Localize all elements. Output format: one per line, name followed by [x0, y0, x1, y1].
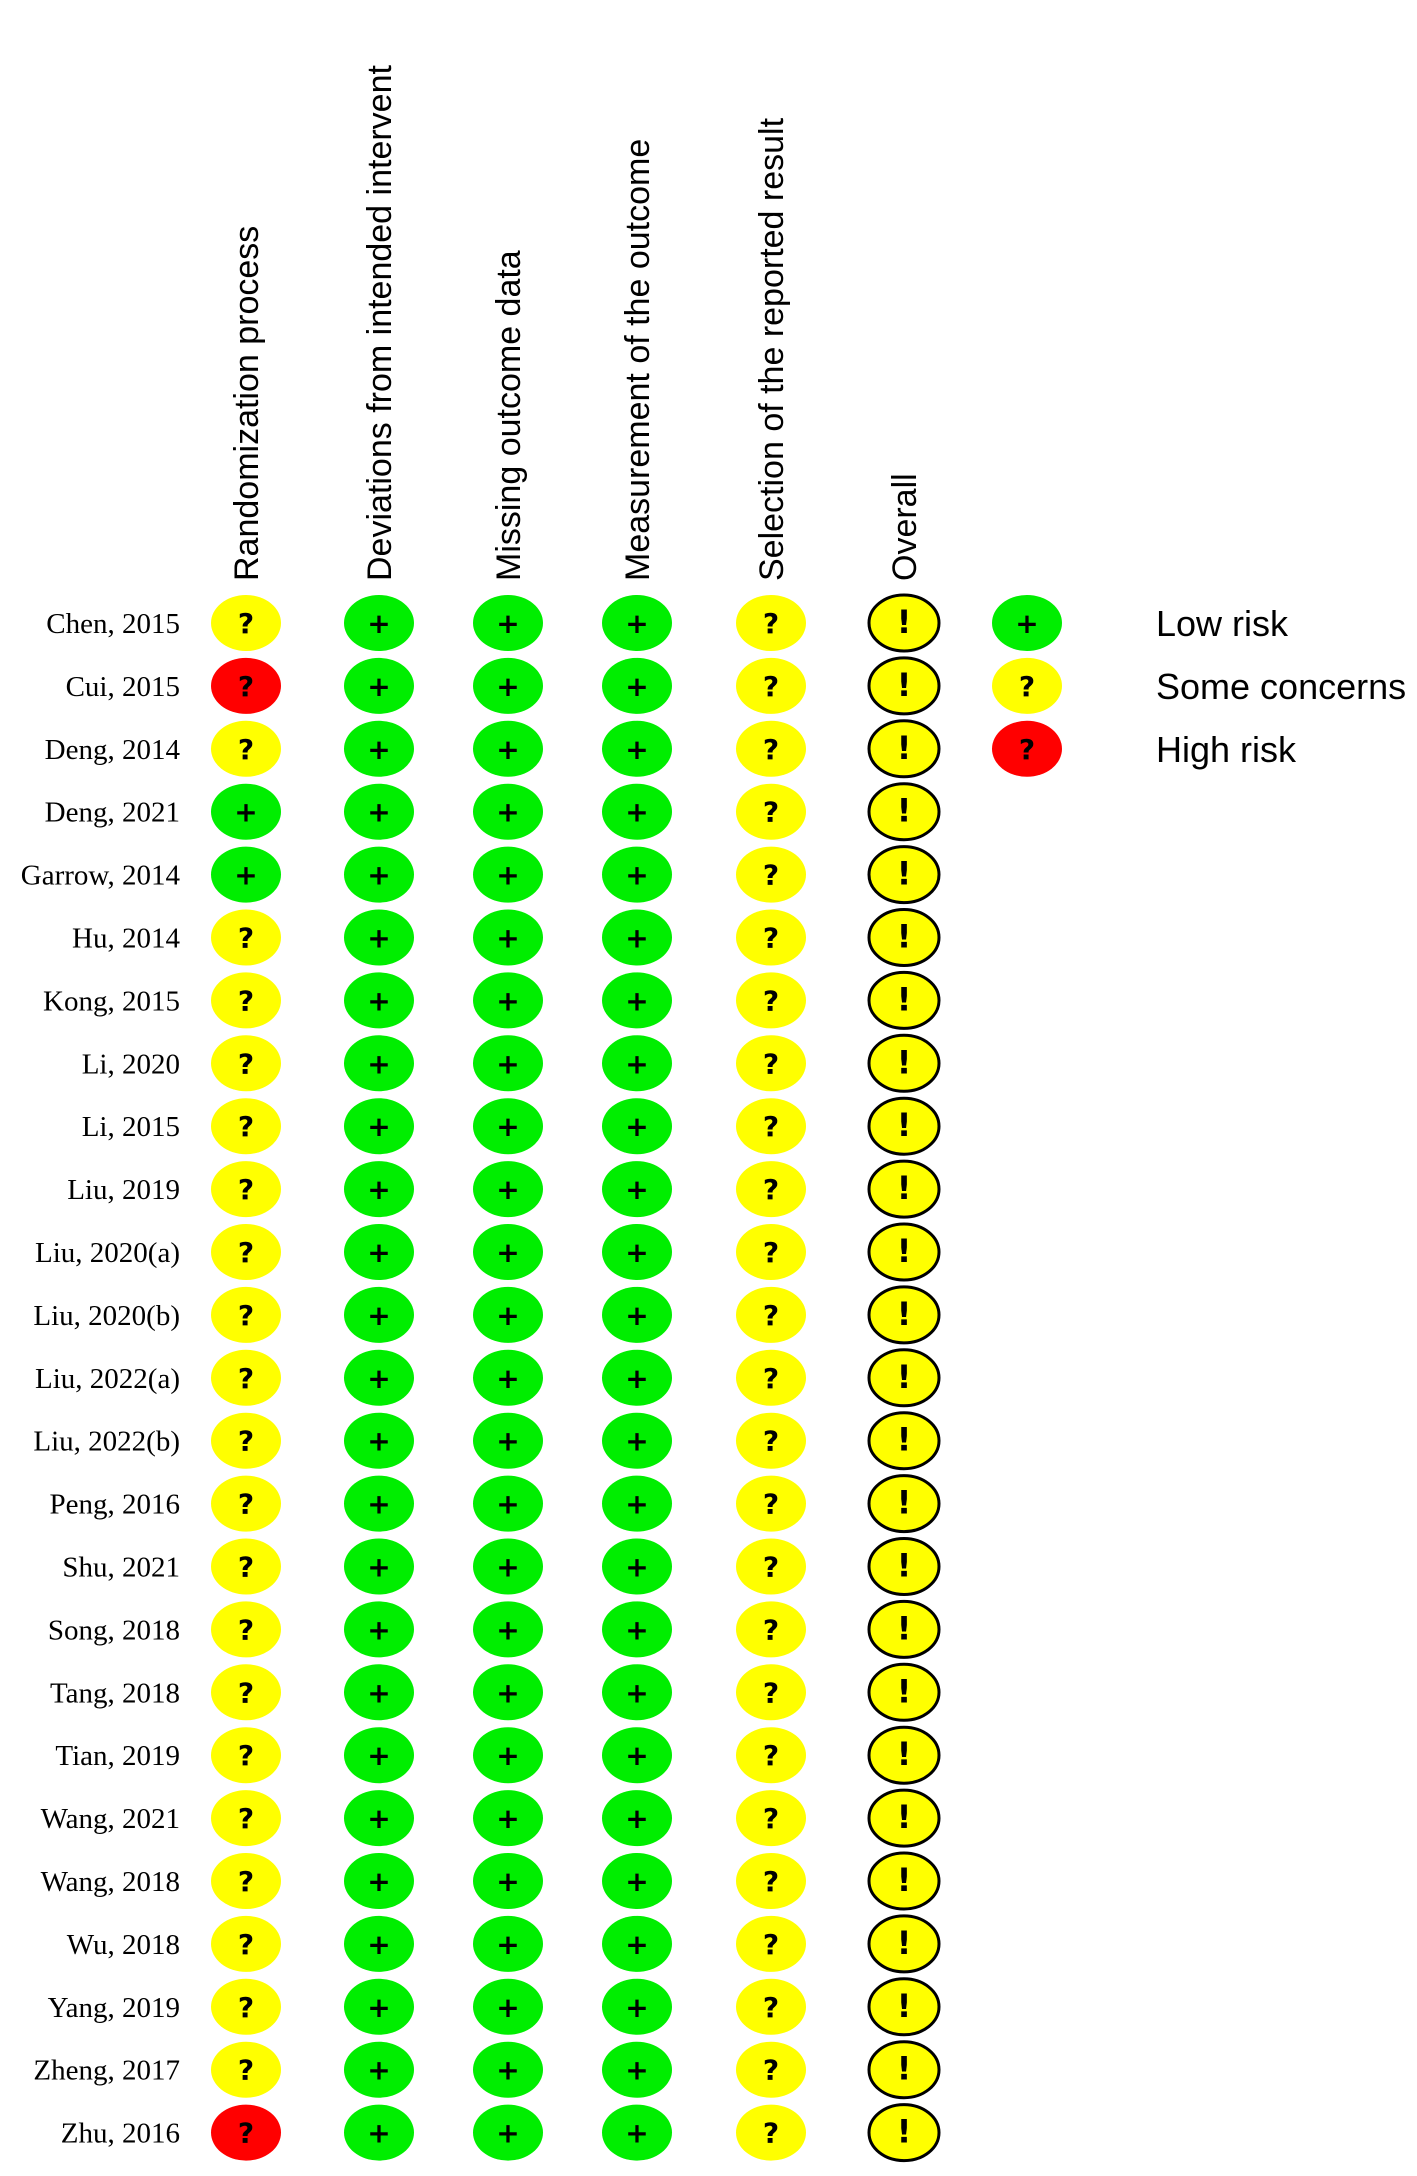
judgement-mark-symbol: + — [367, 1361, 391, 1395]
judgement-mark-symbol: ! — [896, 1609, 912, 1648]
judgement-mark-symbol: + — [625, 795, 649, 829]
judgement-mark-symbol: + — [625, 607, 649, 640]
judgement-mark-symbol: ? — [237, 732, 255, 766]
judgement-mark-symbol: ! — [896, 1861, 912, 1899]
study-label: Liu, 2022(b) — [33, 1425, 180, 1458]
judgement-mark-symbol: + — [367, 1047, 391, 1081]
judgement-mark-symbol: + — [625, 732, 649, 766]
judgement-mark-symbol: ! — [896, 1798, 912, 1837]
judgement-mark-symbol: + — [496, 1047, 520, 1081]
judgement-mark-symbol: ! — [896, 2049, 912, 2088]
judgement-mark-symbol: ! — [896, 603, 912, 641]
judgement-mark-symbol: + — [367, 858, 391, 892]
judgement-mark-symbol: + — [496, 732, 520, 766]
judgement-mark-symbol: ? — [237, 1865, 255, 1898]
judgement-mark-symbol: ? — [237, 1110, 255, 1144]
judgement-mark-symbol: + — [367, 1613, 391, 1647]
judgement-mark-symbol: ? — [237, 1927, 255, 1961]
judgement-mark-symbol: ! — [896, 2112, 912, 2151]
study-label: Liu, 2020(b) — [33, 1299, 180, 1332]
study-label: Tang, 2018 — [49, 1677, 180, 1710]
judgement-mark-symbol: ? — [762, 1424, 780, 1458]
legend-mark-low-symbol: + — [1015, 607, 1039, 640]
judgement-mark-symbol: ! — [896, 1672, 912, 1711]
judgement-mark-symbol: ? — [762, 984, 780, 1018]
judgement-mark-symbol: ? — [237, 1990, 255, 2024]
judgement-mark-symbol: + — [625, 1550, 649, 1584]
judgement-mark-symbol: ! — [896, 1357, 912, 1396]
judgement-mark-symbol: ! — [896, 665, 912, 704]
judgement-mark-symbol: + — [496, 1739, 520, 1773]
judgement-mark-symbol: + — [367, 1739, 391, 1773]
study-label: Liu, 2022(a) — [35, 1362, 180, 1395]
judgement-mark-symbol: + — [625, 1110, 649, 1144]
domain-header: Deviations from intended intervent — [361, 65, 399, 581]
judgement-mark-symbol: + — [367, 2116, 391, 2150]
judgement-mark-symbol: ? — [762, 2116, 780, 2150]
judgement-mark-symbol: ? — [237, 607, 255, 640]
judgement-mark-symbol: + — [496, 1298, 520, 1332]
judgement-mark-symbol: ? — [762, 669, 780, 703]
study-label: Zheng, 2017 — [33, 2054, 180, 2087]
judgement-mark-symbol: ? — [237, 2053, 255, 2087]
judgement-mark-symbol: + — [496, 1173, 520, 1207]
judgement-mark-symbol: ! — [896, 1043, 912, 1082]
judgement-mark-symbol: + — [625, 1487, 649, 1521]
study-label: Li, 2020 — [81, 1048, 180, 1081]
judgement-mark-symbol: ? — [762, 1298, 780, 1332]
study-label: Chen, 2015 — [46, 608, 180, 640]
study-label: Shu, 2021 — [62, 1551, 180, 1584]
legend-mark-some-symbol: ? — [1018, 669, 1036, 703]
judgement-mark-symbol: + — [367, 984, 391, 1018]
study-label: Garrow, 2014 — [20, 859, 180, 892]
study-label: Yang, 2019 — [47, 1991, 180, 2024]
judgement-mark-symbol: ? — [237, 1802, 255, 1836]
judgement-mark-symbol: ? — [237, 1487, 255, 1521]
judgement-mark-symbol: ? — [762, 1487, 780, 1521]
judgement-mark-symbol: ! — [896, 728, 912, 767]
domain-header: Selection of the reported result — [753, 117, 791, 581]
judgement-mark-symbol: ? — [762, 795, 780, 829]
judgement-mark-symbol: ! — [896, 1169, 912, 1208]
judgement-mark-symbol: + — [496, 795, 520, 829]
judgement-mark-symbol: ! — [896, 1986, 912, 2025]
judgement-mark-symbol: + — [496, 1927, 520, 1961]
judgement-mark-symbol: ? — [762, 1550, 780, 1584]
judgement-mark-symbol: + — [496, 1487, 520, 1521]
judgement-mark-symbol: ? — [762, 1613, 780, 1647]
judgement-mark-symbol: ? — [237, 1236, 255, 1269]
judgement-mark-symbol: ? — [762, 2053, 780, 2087]
judgement-mark-symbol: + — [496, 669, 520, 703]
study-label: Deng, 2014 — [44, 733, 180, 766]
judgement-mark-symbol: + — [496, 1802, 520, 1836]
judgement-mark-symbol: + — [625, 858, 649, 892]
judgement-mark-symbol: + — [496, 1236, 520, 1269]
domain-header: Overall — [886, 473, 924, 581]
domain-header: Randomization process — [228, 225, 266, 581]
judgement-mark-symbol: + — [367, 1990, 391, 2024]
judgement-mark-symbol: ? — [762, 732, 780, 766]
judgement-mark-symbol: ? — [762, 1236, 780, 1269]
judgement-mark-symbol: ? — [762, 607, 780, 640]
judgement-mark-symbol: + — [625, 1047, 649, 1081]
judgement-mark-symbol: + — [367, 669, 391, 703]
judgement-mark-symbol: + — [496, 984, 520, 1018]
judgement-mark-symbol: + — [625, 1298, 649, 1332]
judgement-mark-symbol: + — [625, 1173, 649, 1207]
judgement-mark-symbol: + — [367, 1927, 391, 1961]
judgement-mark-symbol: ? — [762, 1361, 780, 1395]
judgement-mark-symbol: ! — [896, 917, 912, 956]
judgement-mark-symbol: + — [367, 1173, 391, 1207]
judgement-mark-symbol: ? — [237, 669, 255, 703]
judgement-mark-symbol: + — [367, 1676, 391, 1710]
judgement-mark-symbol: + — [496, 1550, 520, 1584]
judgement-mark-symbol: ? — [762, 921, 780, 955]
domain-header: Measurement of the outcome — [619, 138, 657, 581]
judgement-mark-symbol: + — [496, 1361, 520, 1395]
judgement-mark-symbol: + — [496, 1424, 520, 1458]
judgement-mark-symbol: + — [496, 607, 520, 640]
judgement-mark-symbol: + — [625, 1990, 649, 2024]
judgement-mark-symbol: + — [367, 1487, 391, 1521]
study-label: Wang, 2021 — [40, 1803, 180, 1836]
judgement-mark-symbol: + — [625, 669, 649, 703]
judgement-mark-symbol: + — [367, 1424, 391, 1458]
judgement-mark-symbol: + — [625, 1676, 649, 1710]
study-label: Wang, 2018 — [40, 1866, 180, 1898]
judgement-mark-symbol: ! — [896, 1106, 912, 1145]
judgement-mark-symbol: + — [496, 1865, 520, 1898]
domain-header: Missing outcome data — [490, 250, 528, 581]
judgement-mark-symbol: ? — [762, 1927, 780, 1961]
judgement-mark-symbol: + — [625, 1865, 649, 1898]
judgement-mark-symbol: + — [625, 2116, 649, 2150]
judgement-mark-symbol: + — [367, 2053, 391, 2087]
study-label: Wu, 2018 — [66, 1928, 180, 1961]
judgement-mark-symbol: + — [625, 1802, 649, 1836]
judgement-mark-symbol: + — [496, 858, 520, 892]
judgement-mark-symbol: + — [496, 1613, 520, 1647]
judgement-mark-symbol: + — [496, 1990, 520, 2024]
judgement-mark-symbol: + — [367, 795, 391, 829]
judgement-mark-symbol: + — [496, 1676, 520, 1710]
judgement-mark-symbol: ? — [237, 1613, 255, 1647]
judgement-mark-symbol: ? — [762, 1676, 780, 1710]
study-label: Liu, 2020(a) — [35, 1237, 180, 1269]
judgement-mark-symbol: ? — [762, 1110, 780, 1144]
study-label: Li, 2015 — [81, 1111, 180, 1144]
judgement-mark-symbol: ? — [762, 858, 780, 892]
judgement-mark-symbol: ? — [237, 1424, 255, 1458]
study-label: Song, 2018 — [47, 1614, 180, 1647]
judgement-mark-symbol: ! — [896, 1923, 912, 1962]
judgement-mark-symbol: + — [367, 732, 391, 766]
judgement-mark-symbol: + — [367, 1298, 391, 1332]
judgement-mark-symbol: + — [367, 607, 391, 640]
judgement-mark-symbol: ! — [896, 791, 912, 830]
judgement-mark-symbol: ? — [762, 1865, 780, 1898]
judgement-mark-symbol: ? — [237, 1173, 255, 1207]
judgement-mark-symbol: + — [367, 1550, 391, 1584]
judgement-mark-symbol: + — [367, 921, 391, 955]
study-label: Deng, 2021 — [44, 796, 180, 829]
judgement-mark-symbol: + — [234, 858, 258, 892]
judgement-mark-symbol: ? — [237, 1047, 255, 1081]
judgement-mark-symbol: ! — [896, 854, 912, 893]
judgement-mark-symbol: + — [625, 1424, 649, 1458]
study-label: Cui, 2015 — [65, 670, 180, 703]
judgement-mark-symbol: ? — [762, 1173, 780, 1207]
judgement-mark-symbol: ! — [896, 1420, 912, 1459]
judgement-mark-symbol: + — [625, 2053, 649, 2087]
judgement-mark-symbol: + — [496, 1110, 520, 1144]
legend-label: High risk — [1156, 728, 1297, 770]
study-label: Kong, 2015 — [43, 985, 180, 1018]
legend-label: Some concerns — [1156, 665, 1407, 707]
judgement-mark-symbol: ? — [237, 1550, 255, 1584]
judgement-mark-symbol: + — [625, 984, 649, 1018]
judgement-mark-symbol: + — [234, 795, 258, 829]
judgement-mark-symbol: + — [625, 1236, 649, 1269]
judgement-mark-symbol: + — [367, 1110, 391, 1144]
judgement-mark-symbol: + — [625, 1361, 649, 1395]
judgement-mark-symbol: ? — [762, 1047, 780, 1081]
study-label: Liu, 2019 — [67, 1174, 180, 1207]
judgement-mark-symbol: ! — [896, 1294, 912, 1333]
legend-mark-high-symbol: ? — [1018, 732, 1036, 766]
judgement-mark-symbol: ? — [762, 1739, 780, 1773]
judgement-mark-symbol: + — [496, 2116, 520, 2150]
judgement-mark-symbol: + — [625, 1927, 649, 1961]
judgement-mark-symbol: + — [496, 921, 520, 955]
judgement-mark-symbol: ! — [896, 1483, 912, 1522]
judgement-mark-symbol: ? — [237, 921, 255, 955]
judgement-mark-symbol: + — [367, 1802, 391, 1836]
judgement-mark-symbol: ? — [237, 1676, 255, 1710]
judgement-mark-symbol: + — [367, 1865, 391, 1898]
study-label: Tian, 2019 — [55, 1740, 180, 1773]
judgement-mark-symbol: ! — [896, 1546, 912, 1585]
judgement-mark-symbol: + — [367, 1236, 391, 1269]
judgement-mark-symbol: ! — [896, 1735, 912, 1774]
judgement-mark-symbol: ? — [762, 1802, 780, 1836]
judgement-mark-symbol: ? — [237, 1361, 255, 1395]
study-label: Peng, 2016 — [49, 1488, 180, 1521]
judgement-mark-symbol: ? — [237, 2116, 255, 2150]
judgement-mark-symbol: + — [625, 1739, 649, 1773]
judgement-mark-symbol: ! — [896, 980, 912, 1019]
judgement-mark-symbol: ! — [896, 1232, 912, 1270]
study-label: Hu, 2014 — [72, 922, 180, 955]
judgement-mark-symbol: + — [496, 2053, 520, 2087]
judgement-mark-symbol: ? — [762, 1990, 780, 2024]
judgement-mark-symbol: + — [625, 921, 649, 955]
study-label: Zhu, 2016 — [60, 2117, 180, 2150]
judgement-mark-symbol: ? — [237, 1298, 255, 1332]
judgement-mark-symbol: ? — [237, 1739, 255, 1773]
judgement-mark-symbol: ? — [237, 984, 255, 1018]
judgement-mark-symbol: + — [625, 1613, 649, 1647]
legend-label: Low risk — [1156, 603, 1289, 644]
